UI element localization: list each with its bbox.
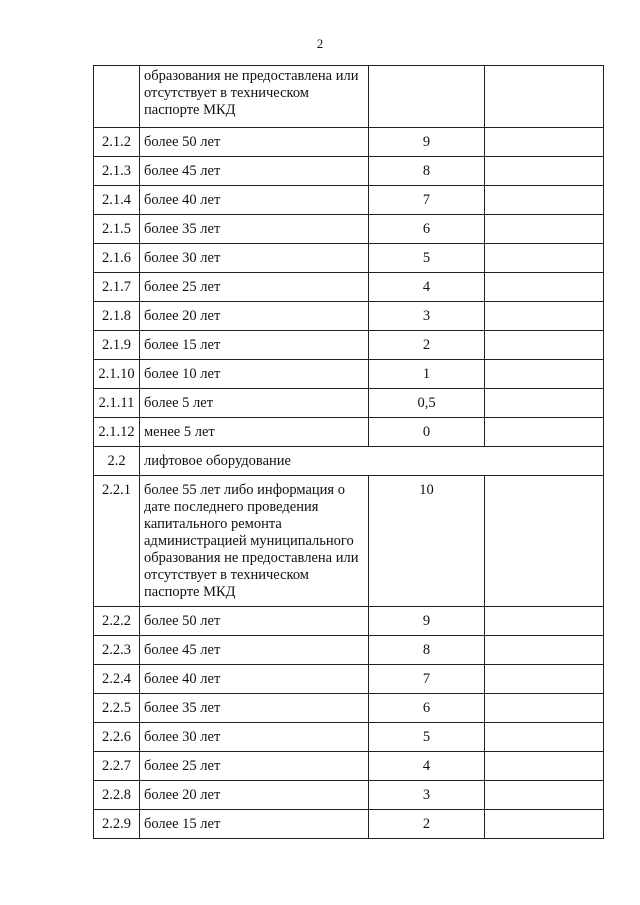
- row-number: 2.2.8: [94, 781, 140, 810]
- table-row: [94, 636, 604, 665]
- row-description: менее 5 лет: [140, 418, 369, 447]
- table-row: [94, 694, 604, 723]
- row-description: более 20 лет: [140, 302, 369, 331]
- row-score: 6: [369, 215, 485, 244]
- row-score: 7: [369, 665, 485, 694]
- table-row: [94, 607, 604, 636]
- row-description: более 5 лет: [140, 389, 369, 418]
- row-extra: [485, 476, 604, 607]
- row-extra: [485, 128, 604, 157]
- row-score: 6: [369, 694, 485, 723]
- row-score: 9: [369, 607, 485, 636]
- row-extra: [485, 752, 604, 781]
- row-description: более 35 лет: [140, 215, 369, 244]
- row-extra: [485, 331, 604, 360]
- criteria-table: [93, 65, 604, 839]
- row-score: 0: [369, 418, 485, 447]
- row-number: 2.1.4: [94, 186, 140, 215]
- table-row: [94, 186, 604, 215]
- row-description: более 50 лет: [140, 128, 369, 157]
- row-description: более 20 лет: [140, 781, 369, 810]
- row-extra: [485, 244, 604, 273]
- table-row: [94, 476, 604, 607]
- row-number: 2.1.2: [94, 128, 140, 157]
- table-row: [94, 273, 604, 302]
- row-number: 2.1.10: [94, 360, 140, 389]
- row-number: [94, 66, 140, 128]
- row-score: 10: [369, 476, 485, 607]
- row-number: 2.2.5: [94, 694, 140, 723]
- row-number: 2.2.6: [94, 723, 140, 752]
- row-description: более 15 лет: [140, 331, 369, 360]
- row-number: 2.2.3: [94, 636, 140, 665]
- row-score: 3: [369, 781, 485, 810]
- row-description: более 50 лет: [140, 607, 369, 636]
- row-extra: [485, 781, 604, 810]
- row-extra: [485, 273, 604, 302]
- row-description: более 30 лет: [140, 723, 369, 752]
- table-row: [94, 665, 604, 694]
- row-extra: [485, 723, 604, 752]
- table-row: [94, 418, 604, 447]
- row-number: 2.1.9: [94, 331, 140, 360]
- row-score: 5: [369, 244, 485, 273]
- row-number: 2.2.2: [94, 607, 140, 636]
- row-score: 4: [369, 752, 485, 781]
- row-extra: [485, 389, 604, 418]
- row-number: 2.2.7: [94, 752, 140, 781]
- row-score: 2: [369, 810, 485, 839]
- table-row: [94, 810, 604, 839]
- row-number: 2.1.12: [94, 418, 140, 447]
- table-row: [94, 360, 604, 389]
- table-row: [94, 157, 604, 186]
- row-score: 8: [369, 636, 485, 665]
- table-row: [94, 302, 604, 331]
- row-score: [369, 66, 485, 128]
- row-score: 3: [369, 302, 485, 331]
- row-description: более 10 лет: [140, 360, 369, 389]
- row-score: 9: [369, 128, 485, 157]
- row-number: 2.2.4: [94, 665, 140, 694]
- row-extra: [485, 215, 604, 244]
- row-extra: [485, 66, 604, 128]
- table-row: [94, 389, 604, 418]
- row-score: 7: [369, 186, 485, 215]
- row-number: 2.1.3: [94, 157, 140, 186]
- row-description: образования не предоставлена или отсутствует в техническом паспорте МКД: [140, 66, 369, 128]
- table-row: [94, 752, 604, 781]
- row-score: 2: [369, 331, 485, 360]
- row-extra: [485, 186, 604, 215]
- section-number: 2.2: [94, 447, 140, 476]
- row-extra: [485, 694, 604, 723]
- row-extra: [485, 418, 604, 447]
- page-number: 2: [316, 36, 324, 51]
- row-description: более 45 лет: [140, 157, 369, 186]
- row-extra: [485, 810, 604, 839]
- row-number: 2.1.7: [94, 273, 140, 302]
- row-extra: [485, 665, 604, 694]
- row-extra: [485, 302, 604, 331]
- row-score: 5: [369, 723, 485, 752]
- table-row: [94, 128, 604, 157]
- row-score: 0,5: [369, 389, 485, 418]
- table-row: [94, 781, 604, 810]
- row-description: более 40 лет: [140, 186, 369, 215]
- row-score: 1: [369, 360, 485, 389]
- row-score: 4: [369, 273, 485, 302]
- row-description: более 45 лет: [140, 636, 369, 665]
- row-number: 2.1.5: [94, 215, 140, 244]
- row-description: более 55 лет либо информация о дате последнего проведения капитального ремонта администрацией муниципального образования не предоставлена или отсутствует в техническом паспорте МКД: [140, 476, 369, 607]
- row-description: более 35 лет: [140, 694, 369, 723]
- row-extra: [485, 636, 604, 665]
- row-number: 2.2.9: [94, 810, 140, 839]
- table-row: [94, 66, 604, 128]
- row-description: более 15 лет: [140, 810, 369, 839]
- table-row: [94, 215, 604, 244]
- row-description: более 25 лет: [140, 752, 369, 781]
- row-extra: [485, 607, 604, 636]
- row-description: более 30 лет: [140, 244, 369, 273]
- section-title: лифтовое оборудование: [140, 447, 604, 476]
- table-row: [94, 723, 604, 752]
- table-row: [94, 244, 604, 273]
- row-number: 2.1.8: [94, 302, 140, 331]
- row-score: 8: [369, 157, 485, 186]
- row-extra: [485, 157, 604, 186]
- row-number: 2.1.6: [94, 244, 140, 273]
- row-number: 2.2.1: [94, 476, 140, 607]
- table-row: [94, 331, 604, 360]
- row-description: более 40 лет: [140, 665, 369, 694]
- row-number: 2.1.11: [94, 389, 140, 418]
- row-description: более 25 лет: [140, 273, 369, 302]
- table-section-row: [94, 447, 604, 476]
- row-extra: [485, 360, 604, 389]
